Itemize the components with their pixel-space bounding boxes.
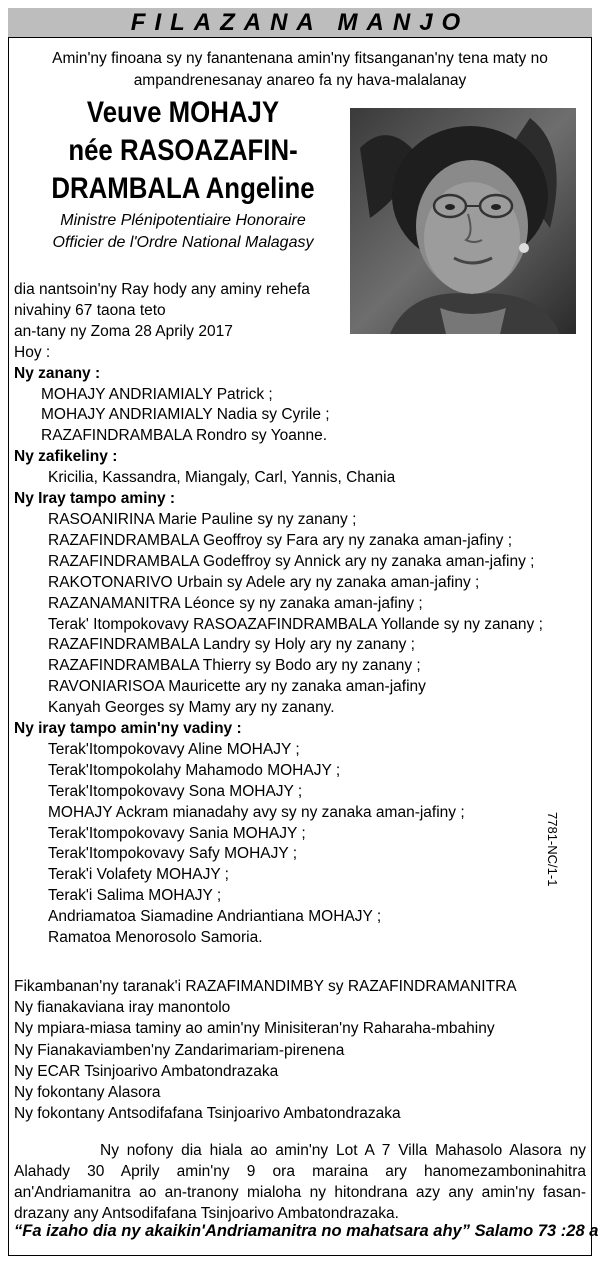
children-item: MOHAJY ANDRIAMIALY Nadia sy Cyrile ; (41, 406, 330, 424)
in-laws-item: Terak'i Salima MOHAJY ; (48, 887, 222, 905)
siblings-item: Kanyah Georges sy Mamy ary ny zanany. (48, 699, 335, 717)
in-laws-item: Terak'Itompokolahy Mahamodo MOHAJY ; (48, 761, 341, 779)
siblings-item: Terak' Itompokovavy RASOAZAFINDRAMBALA Yollande sy ny zanany ; (48, 615, 543, 633)
announcement-line: dia nantsoin'ny Ray hody any aminy rehefa (14, 281, 310, 298)
notice-body (14, 280, 582, 949)
organization-item: Ny fianakaviana iray manontolo (14, 999, 231, 1017)
name-line-2: née RASOAZAFIN- (68, 134, 298, 167)
organization-item: Ny ECAR Tsinjoarivo Ambatondrazaka (14, 1062, 279, 1080)
in-laws-item: Terak'i Volafety MOHAJY ; (48, 866, 229, 884)
announcement-line: Hoy : (14, 343, 51, 361)
children-heading: Ny zanany : (14, 364, 101, 382)
in-laws-item: Terak'Itompokovavy Sania MOHAJY ; (48, 824, 306, 842)
grandchildren-heading: Ny zafikeliny : (14, 448, 118, 466)
notice-banner: FILAZANA MANJO (8, 8, 592, 38)
bible-verse: “Fa izaho dia ny akaikin'Andriamanitra no mahatsara ahy” Salamo 73 :28 a (14, 1222, 599, 1240)
siblings-item: RAZAFINDRAMBALA Godeffroy sy Annick ary ny zanaka aman-jafiny ; (48, 552, 535, 570)
siblings-heading: Ny Iray tampo aminy : (14, 490, 176, 508)
siblings-item: RAVONIARISOA Mauricette ary ny zanaka aman-jafiny (48, 678, 426, 696)
in-laws-heading: Ny iray tampo amin'ny vadiny : (14, 720, 242, 738)
organization-item: Ny fokontany Alasora (14, 1084, 161, 1102)
title-line-1: Ministre Plénipotentiaire Honoraire (60, 212, 306, 229)
children-item: MOHAJY ANDRIAMIALY Patrick ; (41, 385, 273, 403)
organization-item: Fikambanan'ny taranak'i RAZAFIMANDIMBY sy RAZAFINDRAMANITRA (14, 978, 517, 995)
announcement-line: an-tany ny Zoma 28 Aprily 2017 (14, 322, 233, 340)
siblings-item: RAZAFINDRAMBALA Geoffroy sy Fara ary ny zanaka aman-jafiny ; (48, 531, 513, 549)
in-laws-item: Terak'Itompokovavy Aline MOHAJY ; (48, 740, 300, 758)
organization-item: Ny fokontany Antsodifafana Tsinjoarivo Ambatondrazaka (14, 1105, 401, 1123)
siblings-item: RAZAFINDRAMBALA Landry sy Holy ary ny zanany ; (48, 636, 415, 654)
ceremony-details: Ny nofony dia hiala ao amin'ny Lot A 7 Villa Mahasolo Alasora ny Alahady 30 Aprily amin'ny 9 ora maraina ary hanomezamboninahitra an'Andriamanitra ao an-tranony mialoha ny hitondrana azy any amin'ny fasan-drazany any Antsodifafana Tsinjoarivo Ambatondrazaka. (14, 1142, 586, 1222)
intro-text: Amin'ny finoana sy ny fanantenana amin'ny fitsanganan'ny tena maty no ampandrenesanay anareo fa ny hava-malalanay (52, 50, 548, 89)
siblings-item: RAZAFINDRAMBALA Thierry sy Bodo ary ny zanany ; (48, 657, 421, 675)
siblings-item: RAZANAMANITRA Léonce sy ny zanaka aman-jafiny ; (48, 594, 423, 612)
grandchildren-item: Kricilia, Kassandra, Miangaly, Carl, Yannis, Chania (48, 469, 396, 487)
title-line-2: Officier de l'Ordre National Malagasy (52, 234, 314, 251)
siblings-item: RASOANIRINA Marie Pauline sy ny zanany ; (48, 510, 357, 528)
children-item: RAZAFINDRAMBALA Rondro sy Yoanne. (41, 427, 328, 445)
in-laws-item: Ramatoa Menorosolo Samoria. (48, 929, 263, 947)
in-laws-item: MOHAJY Ackram mianadahy avy sy ny zanaka aman-jafiny ; (48, 803, 465, 821)
reference-code: 7781-NC/1-1 (545, 812, 560, 887)
organization-item: Ny mpiara-miasa taminy ao amin'ny Minisiteran'ny Raharaha-mbahiny (14, 1020, 495, 1038)
in-laws-item: Andriamatoa Siamadine Andriantiana MOHAJY ; (48, 908, 382, 926)
deceased-name (38, 94, 329, 208)
name-line-1: Veuve MOHAJY (86, 96, 280, 129)
siblings-item: RAKOTONARIVO Urbain sy Adele ary ny zanaka aman-jafiny ; (48, 573, 480, 591)
organizations-list (14, 976, 582, 1124)
honorary-titles (14, 210, 352, 254)
name-line-3: DRAMBALA Angeline (51, 172, 315, 205)
in-laws-item: Terak'Itompokovavy Sona MOHAJY ; (48, 782, 303, 800)
announcement-line: nivahiny 67 taona teto (14, 301, 166, 319)
in-laws-item: Terak'Itompokovavy Safy MOHAJY ; (48, 845, 298, 863)
organization-item: Ny Fianakaviamben'ny Zandarimariam-pirenena (14, 1041, 345, 1059)
